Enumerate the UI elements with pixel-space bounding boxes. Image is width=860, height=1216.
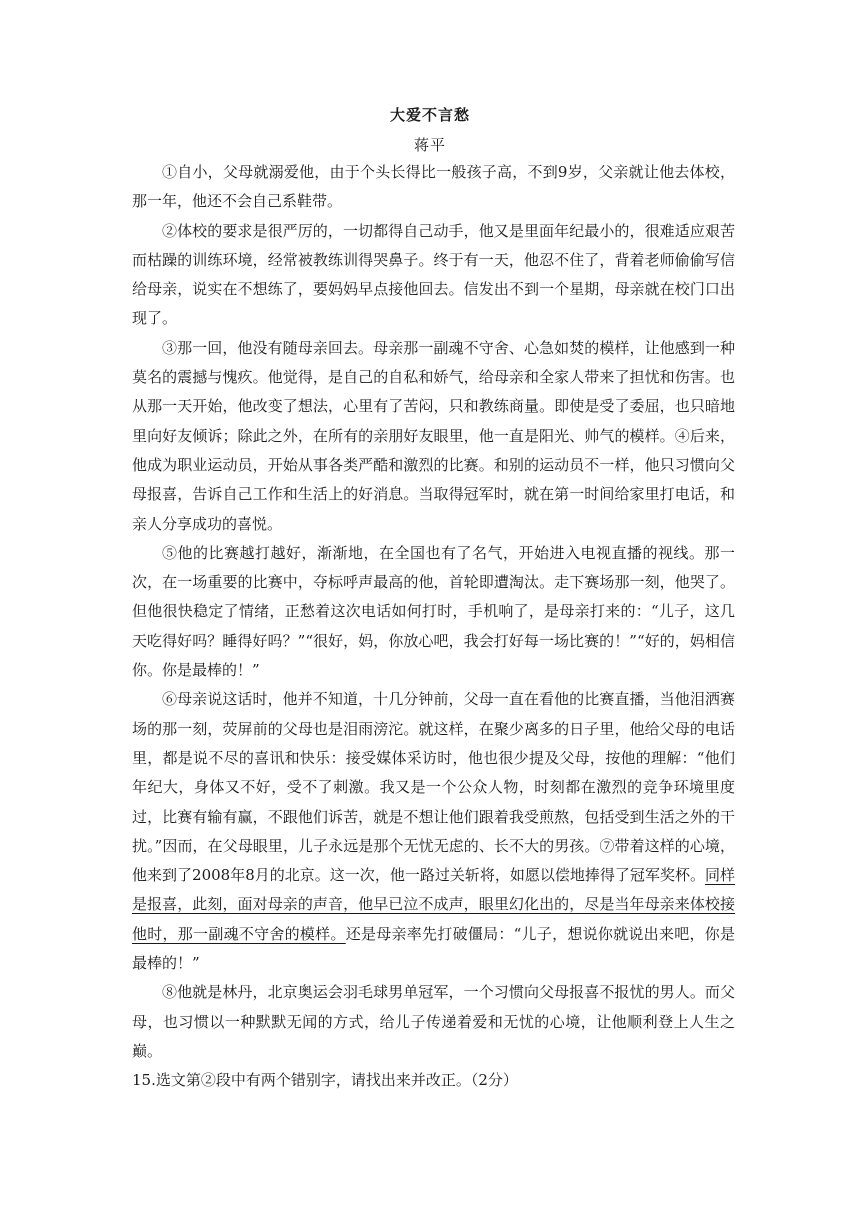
paragraph-3 <box>132 334 735 539</box>
paragraph-4-text: ④后来，他成为职业运动员，开始从事各类严酷和激烈的比赛。和别的运动员不一样，他只习惯向父母报喜，告诉自己工作和生活上的好消息。当取得冠军时，就在第一时间给家里打电话，和亲人分享成功的喜悦。 <box>132 426 735 533</box>
question-15: 15.选文第②段中有两个错别字，请找出来并改正。（2分） <box>132 1071 518 1090</box>
paragraph-5: ⑤他的比赛越打越好，渐渐地，在全国也有了名气，开始进入电视直播的视线。那一次，在一场重要的比赛中，夺标呼声最高的他，首轮即遭淘汰。走下赛场那一刻，他哭了。但他很快稳定了情绪，正愁着这次电话如何打时，手机响了，是母亲打来的：“儿子，这几天吃得好吗？睡得好吗？”“很好，妈，你放心吧，我会打好每一场比赛的！”“好的，妈相信你。你是最棒的！” <box>132 543 735 680</box>
underlined-sentence: 同样是报喜，此刻，面对母亲的声音，他早已泣不成声，眼里幻化出的，尽是当年母亲来体校接他时，那一副魂不守舍的模样。 <box>132 866 735 943</box>
article-body <box>132 158 735 1096</box>
article-author: 蒋平 <box>413 136 446 154</box>
paragraph-6 <box>132 685 735 978</box>
paragraph-2: ②体校的要求是很严厉的，一切都得自己动手，他又是里面年纪最小的，很难适应艰苦而枯躁的训练环境，经常被教练训得哭鼻子。终于有一天，他忍不住了，背着老师偷偷写信给母亲，说实在不想练了，要妈妈早点接他回去。信发出不到一个星期，母亲就在校门口出现了。 <box>132 221 735 328</box>
paragraph-7-text: ⑦带着这样的心境，他来到了2008年8月的北京。这一次，他一路过关斩将，如愿以偿地捧得了冠军奖杯。 <box>132 836 735 885</box>
paragraph-8: ⑧他就是林丹，北京奥运会羽毛球男单冠军，一个习惯向父母报喜不报忧的男人。而父母，也习惯以一种默默无闻的方式，给儿子传递着爱和无忧的心境，让他顺利登上人生之巅。 <box>132 983 735 1060</box>
paragraph-3-text: ③那一回，他没有随母亲回去。母亲那一副魂不守舍、心急如焚的模样，让他感到一种莫名的震撼与愧疚。他觉得，是自己的自私和娇气，给母亲和全家人带来了担忧和伤害。也从那一天开始，他改变了想法，心里有了苦闷，只和教练商量。即使是受了委屈，也只暗地里向好友倾诉；除此之外，在所有的亲朋好友眼里，他一直是阳光、帅气的模样。 <box>132 338 735 445</box>
article-title: 大爱不言愁 <box>389 106 470 124</box>
paragraph-6-text: ⑥母亲说这话时，他并不知道，十几分钟前，父母一直在看他的比赛直播，当他泪洒赛场的那一刻，荧屏前的父母也是泪雨滂沱。就这样，在聚少离多的日子里，他给父母的电话里，都是说不尽的喜讯和快乐：接受媒体采访时，他也很少提及父母，按他的理解：“他们年纪大，身体又不好，受不了刺激。我又是一个公众人物，时刻都在激烈的竞争环境里度过，比赛有输有赢，不跟他们诉苦，就是不想让他们跟着我受煎熬，包括受到生活之外的干扰。”因而，在父母眼里，儿子永远是那个无忧无虑的、长不大的男孩。 <box>132 690 735 855</box>
paragraph-1: ①自小，父母就溺爱他，由于个头长得比一般孩子高，不到9岁，父亲就让他去体校，那一年，他还不会自己系鞋带。 <box>132 163 735 211</box>
paragraph-7-ending: 还是母亲率先打破僵局：“儿子，想说你就说出来吧，你是最棒的！” <box>132 924 736 973</box>
